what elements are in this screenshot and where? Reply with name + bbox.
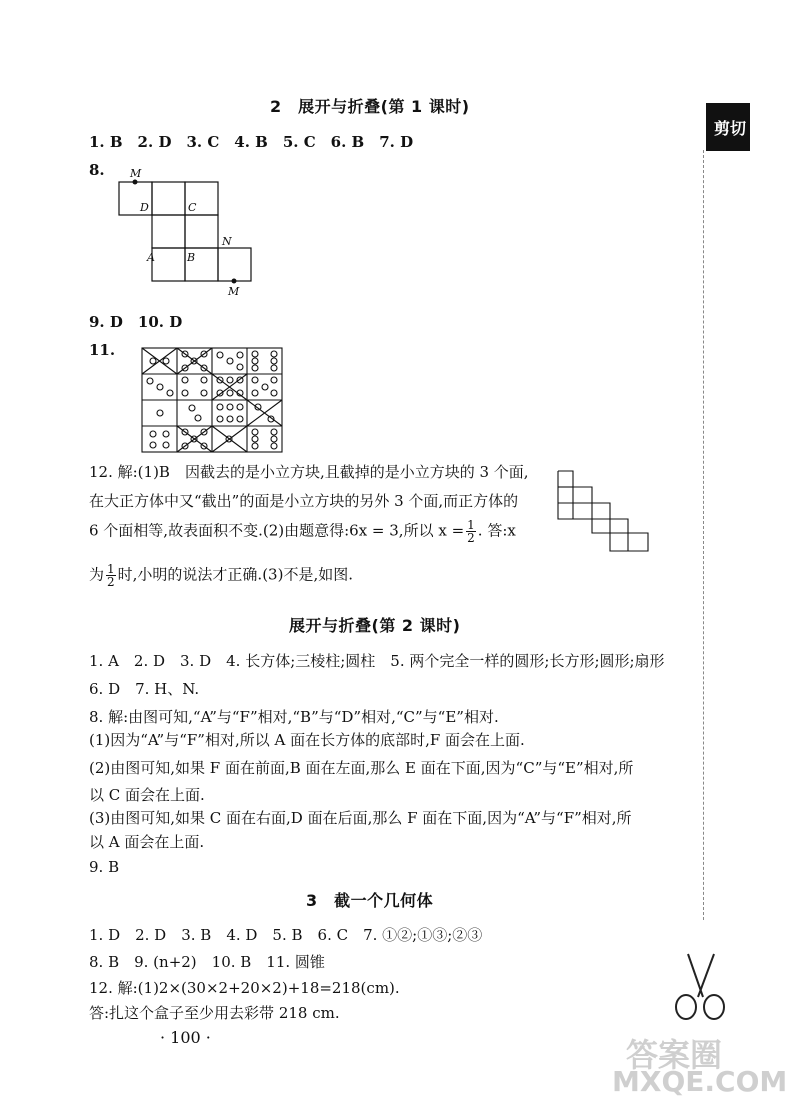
section1-answers-9-10: 9. D 10. D (89, 313, 183, 331)
label-m-top: M (130, 167, 142, 180)
watermark-logo: 答案圈 (626, 1036, 723, 1074)
section2-line: 8. 解:由图可知,“A”与“F”相对,“B”与“D”相对,“C”与“E”相对. (89, 708, 499, 726)
section2-line: 1. A 2. D 3. D 4. 长方体;三棱柱;圆柱 5. 两个完全一样的圆形;长方形;圆形;扇形 (89, 652, 665, 670)
section3-line: 8. B 9. (n+2) 10. B 11. 圆锥 (89, 953, 325, 971)
q11-dice-grid-figure (140, 346, 290, 456)
label-n: N (222, 235, 232, 248)
page-number: · 100 · (160, 1028, 211, 1047)
q12-line1: 12. 解:(1)B 因截去的是小立方块,且截掉的是小立方块的 3 个面, (89, 463, 529, 481)
side-tab-label: 剪切 (714, 118, 747, 138)
q12-line3-text: 6 个面相等,故表面积不变.(2)由题意得:6x = 3,所以 x = (89, 521, 465, 540)
section3-line: 1. D 2. D 3. B 4. D 5. B 6. C 7. ①②;①③;②③ (89, 926, 483, 944)
q12-staircase-figure (556, 465, 671, 560)
fraction-one-half (466, 519, 476, 544)
label-a: A (147, 251, 155, 264)
point-m-top (133, 180, 138, 185)
point-m-bottom (232, 279, 237, 284)
section2-line: 以 A 面会在上面. (89, 833, 205, 851)
net-square (152, 182, 185, 215)
label-c: C (188, 201, 197, 214)
q12-line4-tail: 时,小明的说法才正确.(3)不是,如图. (117, 565, 353, 584)
q8-cube-net-figure (110, 165, 270, 300)
section3-line: 12. 解:(1)2×(30×2+20×2)+18=218(cm). (89, 979, 400, 997)
section2-line: 9. B (89, 858, 120, 876)
net-square (185, 215, 218, 248)
section2-line: (1)因为“A”与“F”相对,所以 A 面在长方体的底部时,F 面会在上面. (89, 731, 525, 749)
label-b: B (187, 251, 196, 264)
section3-title: 3 截一个几何体 (306, 891, 434, 910)
watermark-url: MXQE.COM (612, 1065, 787, 1098)
section3-line: 答:扎这个盒子至少用去彩带 218 cm. (89, 1004, 340, 1022)
section1-title: 2 展开与折叠(第 1 课时) (270, 97, 470, 116)
q8-label: 8. (89, 161, 105, 179)
q12-line3-tail: . 答:x (477, 521, 516, 540)
side-tab-cut (706, 103, 750, 151)
q12-line2: 在大正方体中又“截出”的面是小立方块的另外 3 个面,而正方体的 (89, 492, 519, 510)
dashed-cut-line (703, 150, 704, 920)
q12-line3 (89, 519, 516, 544)
label-m-bottom: M (228, 285, 240, 298)
q12-line4 (89, 563, 353, 588)
fraction-denominator: 2 (107, 575, 115, 589)
net-square (218, 248, 251, 281)
scissors-icon (670, 952, 730, 1022)
fraction-one-half (106, 563, 116, 588)
q11-label: 11. (89, 341, 116, 359)
fraction-numerator: 1 (467, 518, 475, 532)
net-square (152, 248, 185, 281)
section1-answers-1-7: 1. B 2. D 3. C 4. B 5. C 6. B 7. D (89, 133, 414, 151)
section2-line: 以 C 面会在上面. (89, 786, 205, 804)
fraction-numerator: 1 (107, 562, 115, 576)
section2-title: 展开与折叠(第 2 课时) (289, 616, 461, 635)
fraction-denominator: 2 (467, 531, 475, 545)
net-square (152, 215, 185, 248)
q12-line4-text: 为 (89, 565, 105, 584)
section2-line: 6. D 7. H、N. (89, 680, 200, 698)
label-d: D (140, 201, 149, 214)
section2-line: (3)由图可知,如果 C 面在右面,D 面在后面,那么 F 面在下面,因为“A”与“F”相对,所 (89, 809, 632, 827)
section2-line: (2)由图可知,如果 F 面在前面,B 面在左面,那么 E 面在下面,因为“C”与“E”相对,所 (89, 759, 634, 777)
